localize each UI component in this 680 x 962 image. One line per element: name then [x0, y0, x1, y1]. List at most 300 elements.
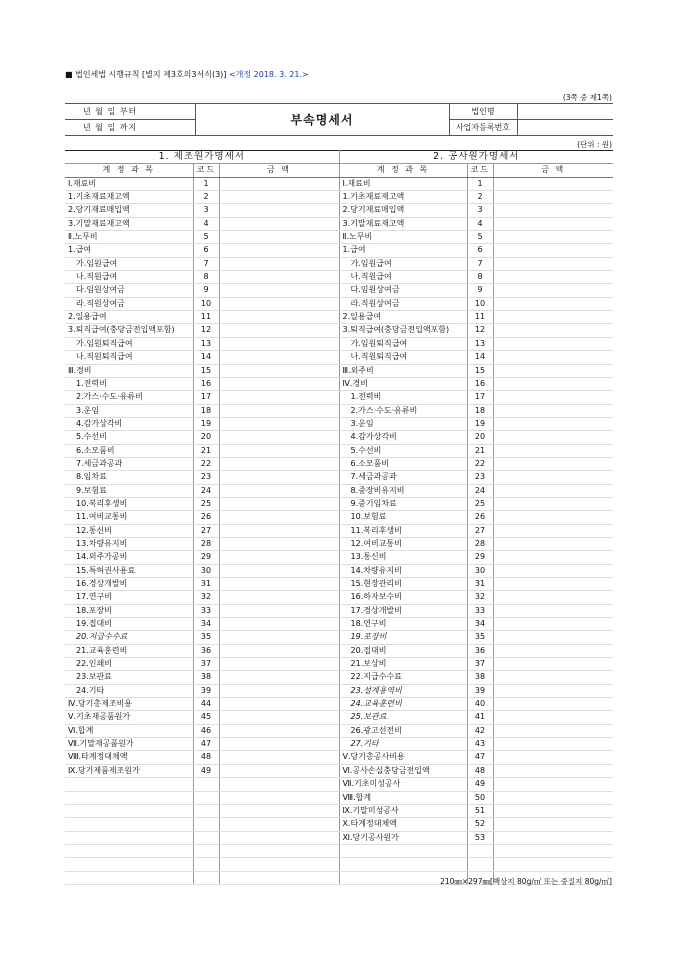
- amount-field[interactable]: [493, 684, 613, 697]
- account-label: [65, 778, 193, 791]
- account-label: 2.일용급여: [339, 311, 467, 324]
- table-row: [65, 684, 613, 697]
- account-code: 24: [467, 484, 493, 497]
- amount-field[interactable]: [219, 844, 339, 857]
- table-row: [65, 204, 613, 217]
- account-label: Ⅲ.외주비: [339, 364, 467, 377]
- account-label: 20.지급수수료: [65, 631, 193, 644]
- account-code: 22: [467, 457, 493, 470]
- amount-field[interactable]: [219, 537, 339, 550]
- account-code: 35: [467, 631, 493, 644]
- account-rows: [65, 177, 613, 884]
- col-account-right: 계 정 과 목: [339, 164, 467, 177]
- account-label: [65, 818, 193, 831]
- account-code: 50: [467, 791, 493, 804]
- account-label: Ⅸ.기말미성공사: [339, 804, 467, 817]
- amount-field[interactable]: [219, 297, 339, 310]
- account-label: 2.가스·수도·유류비: [65, 391, 193, 404]
- amount-field[interactable]: [219, 337, 339, 350]
- account-code: 18: [467, 404, 493, 417]
- table-row: [65, 578, 613, 591]
- account-label: 19.포장비: [339, 631, 467, 644]
- amount-field[interactable]: [219, 431, 339, 444]
- amount-field[interactable]: [493, 377, 613, 390]
- amount-field[interactable]: [493, 537, 613, 550]
- account-code: 42: [467, 724, 493, 737]
- amount-field[interactable]: [219, 671, 339, 684]
- account-label: Ⅳ.경비: [339, 377, 467, 390]
- account-label: 나.직원급여: [339, 271, 467, 284]
- table-row: [65, 444, 613, 457]
- amount-field[interactable]: [493, 644, 613, 657]
- amount-field[interactable]: [493, 284, 613, 297]
- account-label: Ⅷ.타계정대체액: [65, 751, 193, 764]
- account-label: 13.차량유지비: [65, 537, 193, 550]
- account-code: 9: [193, 284, 219, 297]
- account-label: 2.일용급여: [65, 311, 193, 324]
- account-label: [65, 871, 193, 884]
- amount-field[interactable]: [219, 217, 339, 230]
- account-code: 38: [193, 671, 219, 684]
- account-code: 29: [467, 551, 493, 564]
- account-code: 19: [193, 417, 219, 430]
- account-code: 1: [467, 177, 493, 190]
- amount-field[interactable]: [219, 351, 339, 364]
- amount-field[interactable]: [493, 191, 613, 204]
- amount-field[interactable]: [493, 204, 613, 217]
- amount-field[interactable]: [219, 204, 339, 217]
- document-title: 부속명세서: [195, 104, 449, 136]
- amount-field[interactable]: [493, 551, 613, 564]
- account-label: Ⅳ.당기총제조비용: [65, 698, 193, 711]
- amount-field[interactable]: [493, 818, 613, 831]
- account-code: 27: [467, 524, 493, 537]
- account-code: 17: [467, 391, 493, 404]
- account-code: 45: [193, 711, 219, 724]
- table-row: [65, 604, 613, 617]
- unit-label: (단위 : 원): [577, 140, 612, 149]
- account-label: 17.경상개발비: [339, 604, 467, 617]
- amount-field[interactable]: [219, 284, 339, 297]
- section-construction-cost: 2. 공사원가명세서: [339, 151, 613, 164]
- account-label: 7.세금과공과: [339, 471, 467, 484]
- account-code: 34: [467, 618, 493, 631]
- account-label: [65, 844, 193, 857]
- account-code: 20: [467, 431, 493, 444]
- amount-field[interactable]: [493, 844, 613, 857]
- account-code: [193, 778, 219, 791]
- amount-field[interactable]: [219, 271, 339, 284]
- table-row: [65, 751, 613, 764]
- amount-field[interactable]: [219, 618, 339, 631]
- page-number: (3쪽 중 제1쪽): [562, 93, 612, 102]
- account-label: 8.임차료: [65, 471, 193, 484]
- table-row: [65, 724, 613, 737]
- table-row: [65, 858, 613, 871]
- account-label: 5.수선비: [65, 431, 193, 444]
- amount-field[interactable]: [493, 297, 613, 310]
- amount-field[interactable]: [493, 404, 613, 417]
- table-row: [65, 191, 613, 204]
- account-code: 6: [193, 244, 219, 257]
- amount-field[interactable]: [493, 591, 613, 604]
- account-label: 14.차량유지비: [339, 564, 467, 577]
- account-code: [193, 791, 219, 804]
- amount-field[interactable]: [493, 764, 613, 777]
- amount-field[interactable]: [219, 191, 339, 204]
- account-label: Ⅴ.기초재공품원가: [65, 711, 193, 724]
- corp-name-field[interactable]: [517, 104, 613, 120]
- account-label: 다.임원상여금: [65, 284, 193, 297]
- account-code: 39: [467, 684, 493, 697]
- account-code: 28: [467, 537, 493, 550]
- account-label: 라.직원상여금: [339, 297, 467, 310]
- amount-field[interactable]: [493, 698, 613, 711]
- account-label: Ⅶ.기말재공품원가: [65, 738, 193, 751]
- account-label: 2.가스·수도·유류비: [339, 404, 467, 417]
- amount-field[interactable]: [219, 604, 339, 617]
- account-code: 8: [193, 271, 219, 284]
- amount-field[interactable]: [493, 751, 613, 764]
- account-code: 33: [193, 604, 219, 617]
- table-row: [65, 404, 613, 417]
- amount-field[interactable]: [493, 604, 613, 617]
- amount-field[interactable]: [493, 511, 613, 524]
- account-code: 47: [193, 738, 219, 751]
- amount-field[interactable]: [493, 217, 613, 230]
- amount-field[interactable]: [219, 417, 339, 430]
- amount-field[interactable]: [219, 698, 339, 711]
- account-code: 23: [467, 471, 493, 484]
- biz-no-field[interactable]: [517, 120, 613, 136]
- amount-field[interactable]: [493, 431, 613, 444]
- amount-field[interactable]: [493, 578, 613, 591]
- amount-field[interactable]: [493, 671, 613, 684]
- table-row: [65, 457, 613, 470]
- account-code: 10: [467, 297, 493, 310]
- table-row: [65, 391, 613, 404]
- amount-field[interactable]: [493, 257, 613, 270]
- table-row: [65, 364, 613, 377]
- table-row: [65, 631, 613, 644]
- account-code: 27: [193, 524, 219, 537]
- amount-field[interactable]: [493, 791, 613, 804]
- account-label: 23.설계용역비: [339, 684, 467, 697]
- amount-field[interactable]: [493, 244, 613, 257]
- amount-field[interactable]: [219, 791, 339, 804]
- amount-field[interactable]: [219, 831, 339, 844]
- amount-field[interactable]: [219, 484, 339, 497]
- account-label: 2.당기재료매입액: [339, 204, 467, 217]
- amount-field[interactable]: [219, 818, 339, 831]
- title-table: [65, 103, 613, 136]
- amount-field[interactable]: [493, 831, 613, 844]
- account-code: [193, 831, 219, 844]
- amount-field[interactable]: [493, 177, 613, 190]
- col-account-left: 계 정 과 목: [65, 164, 193, 177]
- account-label: 19.접대비: [65, 618, 193, 631]
- amount-field[interactable]: [493, 618, 613, 631]
- account-code: 15: [193, 364, 219, 377]
- amount-field[interactable]: [219, 591, 339, 604]
- amount-field[interactable]: [493, 631, 613, 644]
- account-code: 49: [193, 764, 219, 777]
- period-from: 년 월 일 부터: [65, 104, 195, 120]
- amount-field[interactable]: [219, 231, 339, 244]
- table-row: [65, 284, 613, 297]
- account-code: [193, 871, 219, 884]
- table-row: [65, 764, 613, 777]
- account-label: [339, 844, 467, 857]
- amount-field[interactable]: [219, 177, 339, 190]
- account-label: 3.운임: [339, 417, 467, 430]
- amount-field[interactable]: [219, 751, 339, 764]
- amount-field[interactable]: [493, 471, 613, 484]
- account-code: 36: [467, 644, 493, 657]
- amount-field[interactable]: [493, 858, 613, 871]
- amount-field[interactable]: [219, 457, 339, 470]
- account-label: 10.복리후생비: [65, 497, 193, 510]
- account-label: 13.통신비: [339, 551, 467, 564]
- account-label: 가.임원급여: [339, 257, 467, 270]
- account-label: 2.당기재료매입액: [65, 204, 193, 217]
- account-label: 16.하자보수비: [339, 591, 467, 604]
- account-code: 41: [467, 711, 493, 724]
- amount-field[interactable]: [219, 804, 339, 817]
- account-code: 11: [193, 311, 219, 324]
- account-label: 나.직원퇴직급여: [65, 351, 193, 364]
- table-row: [65, 524, 613, 537]
- account-label: 1.급여: [65, 244, 193, 257]
- table-row: [65, 564, 613, 577]
- corp-name-label: 법인명: [449, 104, 517, 120]
- paper-spec: 210㎜×297㎜[백상지 80g/㎡ 또는 중질지 80g/㎡]: [440, 877, 612, 886]
- account-code: 3: [193, 204, 219, 217]
- table-row: [65, 844, 613, 857]
- account-label: 18.포장비: [65, 604, 193, 617]
- table-row: [65, 351, 613, 364]
- amount-field[interactable]: [493, 351, 613, 364]
- amount-field[interactable]: [219, 658, 339, 671]
- table-row: [65, 711, 613, 724]
- account-label: 4.감가상각비: [339, 431, 467, 444]
- account-code: 5: [193, 231, 219, 244]
- amount-field[interactable]: [219, 738, 339, 751]
- table-row: [65, 658, 613, 671]
- amount-field[interactable]: [493, 724, 613, 737]
- table-row: [65, 297, 613, 310]
- amount-field[interactable]: [219, 764, 339, 777]
- amount-field[interactable]: [493, 231, 613, 244]
- account-code: 17: [193, 391, 219, 404]
- table-row: [65, 831, 613, 844]
- amount-field[interactable]: [219, 497, 339, 510]
- account-code: 7: [193, 257, 219, 270]
- table-row: [65, 511, 613, 524]
- table-row: [65, 311, 613, 324]
- account-code: 21: [467, 444, 493, 457]
- account-code: [193, 844, 219, 857]
- account-code: 53: [467, 831, 493, 844]
- account-code: 24: [193, 484, 219, 497]
- account-code: 51: [467, 804, 493, 817]
- amount-field[interactable]: [219, 444, 339, 457]
- account-label: 다.임원상여금: [339, 284, 467, 297]
- amount-field[interactable]: [219, 377, 339, 390]
- account-label: Ⅰ.재료비: [339, 177, 467, 190]
- amount-field[interactable]: [493, 484, 613, 497]
- amount-field[interactable]: [219, 404, 339, 417]
- amount-field[interactable]: [493, 444, 613, 457]
- account-code: [467, 844, 493, 857]
- amount-field[interactable]: [219, 871, 339, 884]
- account-label: Ⅷ.합계: [339, 791, 467, 804]
- account-code: 4: [193, 217, 219, 230]
- account-label: 가.임원퇴직급여: [339, 337, 467, 350]
- account-label: 나.직원급여: [65, 271, 193, 284]
- account-label: 20.접대비: [339, 644, 467, 657]
- account-code: 39: [193, 684, 219, 697]
- account-code: 31: [467, 578, 493, 591]
- account-label: 21.보상비: [339, 658, 467, 671]
- amount-field[interactable]: [493, 417, 613, 430]
- table-row: [65, 537, 613, 550]
- amount-field[interactable]: [493, 271, 613, 284]
- account-label: 23.보관료: [65, 671, 193, 684]
- account-code: 48: [467, 764, 493, 777]
- account-code: 28: [193, 537, 219, 550]
- amount-field[interactable]: [219, 564, 339, 577]
- amount-field[interactable]: [219, 631, 339, 644]
- account-code: 48: [193, 751, 219, 764]
- account-code: 18: [193, 404, 219, 417]
- table-row: [65, 698, 613, 711]
- amount-field[interactable]: [219, 551, 339, 564]
- account-label: Ⅴ.당기총공사비용: [339, 751, 467, 764]
- amount-field[interactable]: [219, 711, 339, 724]
- account-label: 8.중장비유지비: [339, 484, 467, 497]
- account-code: 8: [467, 271, 493, 284]
- amount-field[interactable]: [493, 457, 613, 470]
- table-row: [65, 471, 613, 484]
- account-code: 34: [193, 618, 219, 631]
- amount-field[interactable]: [493, 391, 613, 404]
- account-label: 22.인쇄비: [65, 658, 193, 671]
- account-label: 가.임원급여: [65, 257, 193, 270]
- account-code: 31: [193, 578, 219, 591]
- amount-field[interactable]: [219, 324, 339, 337]
- account-code: 52: [467, 818, 493, 831]
- account-label: Ⅹ.타계정대체액: [339, 818, 467, 831]
- account-label: 나.직원퇴직급여: [339, 351, 467, 364]
- account-label: 14.외주가공비: [65, 551, 193, 564]
- account-code: 35: [193, 631, 219, 644]
- account-code: 29: [193, 551, 219, 564]
- account-label: 24.교육훈련비: [339, 698, 467, 711]
- form-reference: ■ 법인세법 시행규칙 [별지 제3호의3서식(3)]: [65, 70, 227, 79]
- amount-field[interactable]: [493, 337, 613, 350]
- amount-field[interactable]: [219, 244, 339, 257]
- amount-field[interactable]: [493, 364, 613, 377]
- amount-field[interactable]: [219, 364, 339, 377]
- table-row: [65, 337, 613, 350]
- amount-field[interactable]: [493, 564, 613, 577]
- account-label: 11.여비교통비: [65, 511, 193, 524]
- table-row: [65, 217, 613, 230]
- form-header: [65, 69, 309, 80]
- account-code: 22: [193, 457, 219, 470]
- account-label: [65, 858, 193, 871]
- amount-field[interactable]: [219, 778, 339, 791]
- account-label: 15.특허권사용료: [65, 564, 193, 577]
- account-code: 5: [467, 231, 493, 244]
- table-row: [65, 791, 613, 804]
- table-row: [65, 671, 613, 684]
- account-label: 10.보험료: [339, 511, 467, 524]
- amount-field[interactable]: [219, 578, 339, 591]
- account-label: 라.직원상여금: [65, 297, 193, 310]
- col-amount-left: 금 액: [219, 164, 339, 177]
- amount-field[interactable]: [219, 471, 339, 484]
- amount-field[interactable]: [493, 497, 613, 510]
- account-label: 6.소모품비: [339, 457, 467, 470]
- account-label: 22.지급수수료: [339, 671, 467, 684]
- account-code: 33: [467, 604, 493, 617]
- account-code: 13: [467, 337, 493, 350]
- amount-field[interactable]: [493, 738, 613, 751]
- account-label: 3.퇴직급여(충당금전입액포함): [65, 324, 193, 337]
- account-label: Ⅱ.노무비: [65, 231, 193, 244]
- amount-field[interactable]: [493, 658, 613, 671]
- amount-field[interactable]: [219, 391, 339, 404]
- amount-field[interactable]: [219, 684, 339, 697]
- table-row: [65, 244, 613, 257]
- account-code: 26: [467, 511, 493, 524]
- amount-field[interactable]: [219, 858, 339, 871]
- amount-field[interactable]: [493, 311, 613, 324]
- account-code: 12: [193, 324, 219, 337]
- amount-field[interactable]: [219, 524, 339, 537]
- account-label: 5.수선비: [339, 444, 467, 457]
- account-code: 12: [467, 324, 493, 337]
- cost-statement-table: [65, 150, 613, 885]
- account-label: Ⅲ.경비: [65, 364, 193, 377]
- amount-field[interactable]: [493, 524, 613, 537]
- account-label: 27.기타: [339, 738, 467, 751]
- amount-field[interactable]: [219, 644, 339, 657]
- section-manufacturing-cost: 1. 제조원가명세서: [65, 151, 339, 164]
- amount-field[interactable]: [493, 778, 613, 791]
- account-code: 49: [467, 778, 493, 791]
- amount-field[interactable]: [219, 724, 339, 737]
- account-label: [339, 858, 467, 871]
- amount-field[interactable]: [219, 511, 339, 524]
- amount-field[interactable]: [493, 324, 613, 337]
- account-code: [467, 858, 493, 871]
- col-code-left: 코드: [193, 164, 219, 177]
- account-code: 47: [467, 751, 493, 764]
- table-row: [65, 738, 613, 751]
- amount-field[interactable]: [219, 257, 339, 270]
- table-row: [65, 324, 613, 337]
- amount-field[interactable]: [493, 711, 613, 724]
- amount-field[interactable]: [493, 804, 613, 817]
- account-code: 16: [467, 377, 493, 390]
- table-row: [65, 271, 613, 284]
- table-row: [65, 818, 613, 831]
- amount-field[interactable]: [219, 311, 339, 324]
- account-label: 가.임원퇴직급여: [65, 337, 193, 350]
